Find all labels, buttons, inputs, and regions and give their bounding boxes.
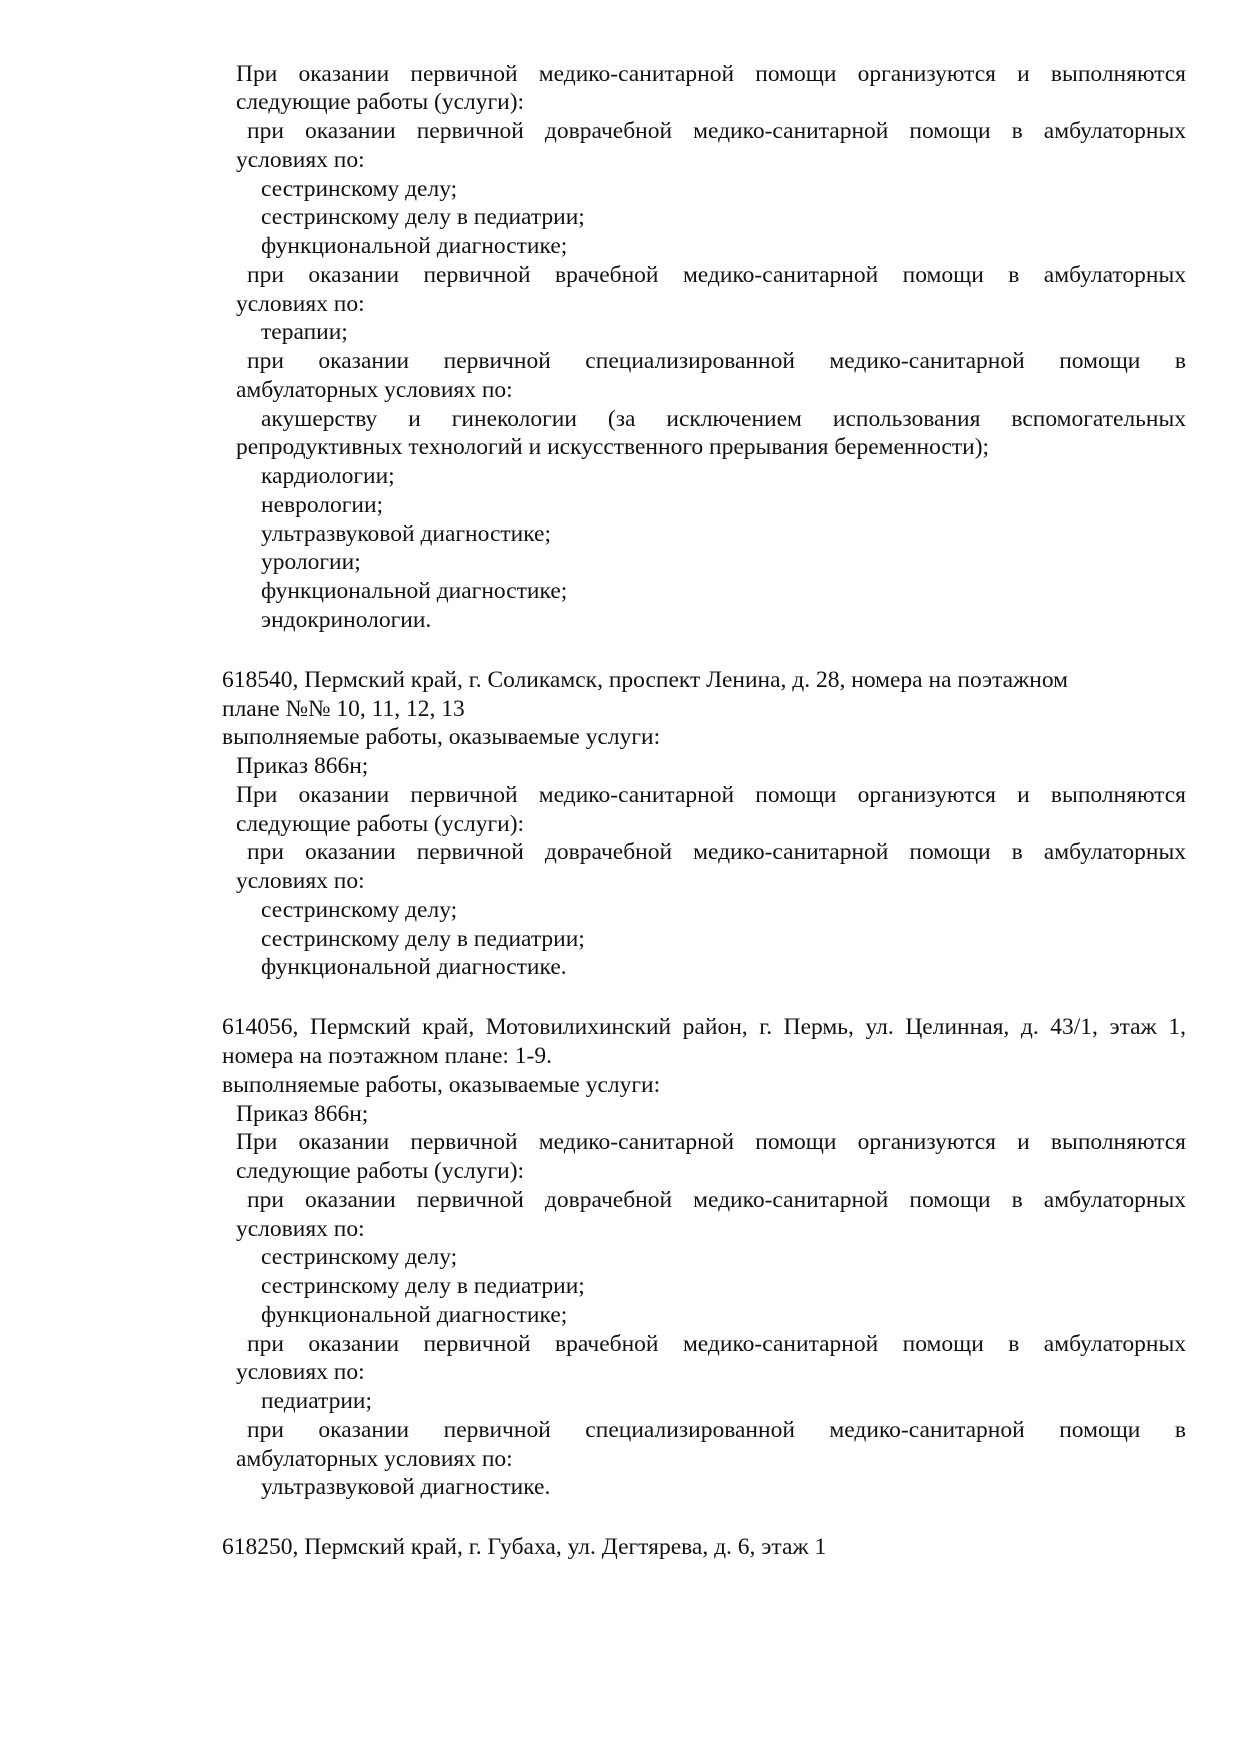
list-item: кардиологии;: [261, 463, 395, 489]
list-item: функциональной диагностике;: [261, 1302, 568, 1328]
list-item: сестринскому делу;: [261, 1244, 458, 1270]
text-line: условиях по:: [236, 868, 365, 894]
list-item: ультразвуковой диагностике.: [261, 1474, 551, 1500]
list-item: сестринскому делу в педиатрии;: [261, 1273, 585, 1299]
text-line: При оказании первичной медико-санитарной помощи организуются и выполняются: [236, 61, 1186, 87]
list-item: педиатрии;: [261, 1388, 373, 1414]
list-item: сестринскому делу;: [261, 176, 458, 202]
list-item: функциональной диагностике;: [261, 578, 568, 604]
text-line: при оказании первичной врачебной медико-санитарной помощи в амбулаторных: [247, 262, 1186, 288]
text-line: Приказ 866н;: [236, 753, 369, 779]
list-item: акушерству и гинекологии (за исключением использования вспомогательных: [261, 406, 1186, 432]
text-line: при оказании первичной доврачебной медико-санитарной помощи в амбулаторных: [247, 1187, 1186, 1213]
address-line: номера на поэтажном плане: 1-9.: [222, 1043, 553, 1069]
text-line: следующие работы (услуги):: [236, 1158, 525, 1184]
text-line: условиях по:: [236, 1216, 365, 1242]
list-item: сестринскому делу в педиатрии;: [261, 926, 585, 952]
address-line: 614056, Пермский край, Мотовилихинский район, г. Пермь, ул. Целинная, д. 43/1, этаж 1,: [222, 1014, 1186, 1040]
text-line: при оказании первичной специализированной медико-санитарной помощи в: [247, 348, 1186, 374]
list-item: урологии;: [261, 549, 361, 575]
text-line: при оказании первичной доврачебной медико-санитарной помощи в амбулаторных: [247, 839, 1186, 865]
text-line: при оказании первичной доврачебной медико-санитарной помощи в амбулаторных: [247, 118, 1186, 144]
text-line: условиях по:: [236, 147, 365, 173]
list-item: эндокринологии.: [261, 607, 432, 633]
address-line: 618540, Пермский край, г. Соликамск, проспект Ленина, д. 28, номера на поэтажном: [222, 667, 1069, 693]
address-line: плане №№ 10, 11, 12, 13: [222, 696, 465, 722]
text-line: выполняемые работы, оказываемые услуги:: [222, 1072, 661, 1098]
text-line: репродуктивных технологий и искусственного прерывания беременности);: [236, 434, 990, 460]
text-line: амбулаторных условиях по:: [236, 1446, 513, 1472]
text-line: условиях по:: [236, 1359, 365, 1385]
text-line: амбулаторных условиях по:: [236, 377, 513, 403]
text-line: При оказании первичной медико-санитарной помощи организуются и выполняются: [236, 782, 1186, 808]
list-item: сестринскому делу в педиатрии;: [261, 204, 585, 230]
list-item: неврологии;: [261, 492, 384, 518]
list-item: функциональной диагностике.: [261, 954, 567, 980]
address-line: 618250, Пермский край, г. Губаха, ул. Дегтярева, д. 6, этаж 1: [222, 1534, 827, 1560]
list-item: сестринскому делу;: [261, 897, 458, 923]
list-item: ультразвуковой диагностике;: [261, 521, 552, 547]
text-line: при оказании первичной специализированной медико-санитарной помощи в: [247, 1417, 1186, 1443]
text-line: условиях по:: [236, 291, 365, 317]
text-line: При оказании первичной медико-санитарной помощи организуются и выполняются: [236, 1129, 1186, 1155]
text-line: следующие работы (услуги):: [236, 811, 525, 837]
text-line: следующие работы (услуги):: [236, 89, 525, 115]
list-item: функциональной диагностике;: [261, 233, 568, 259]
text-line: Приказ 866н;: [236, 1101, 369, 1127]
text-line: при оказании первичной врачебной медико-санитарной помощи в амбулаторных: [247, 1331, 1186, 1357]
text-line: выполняемые работы, оказываемые услуги:: [222, 724, 661, 750]
list-item: терапии;: [261, 319, 348, 345]
